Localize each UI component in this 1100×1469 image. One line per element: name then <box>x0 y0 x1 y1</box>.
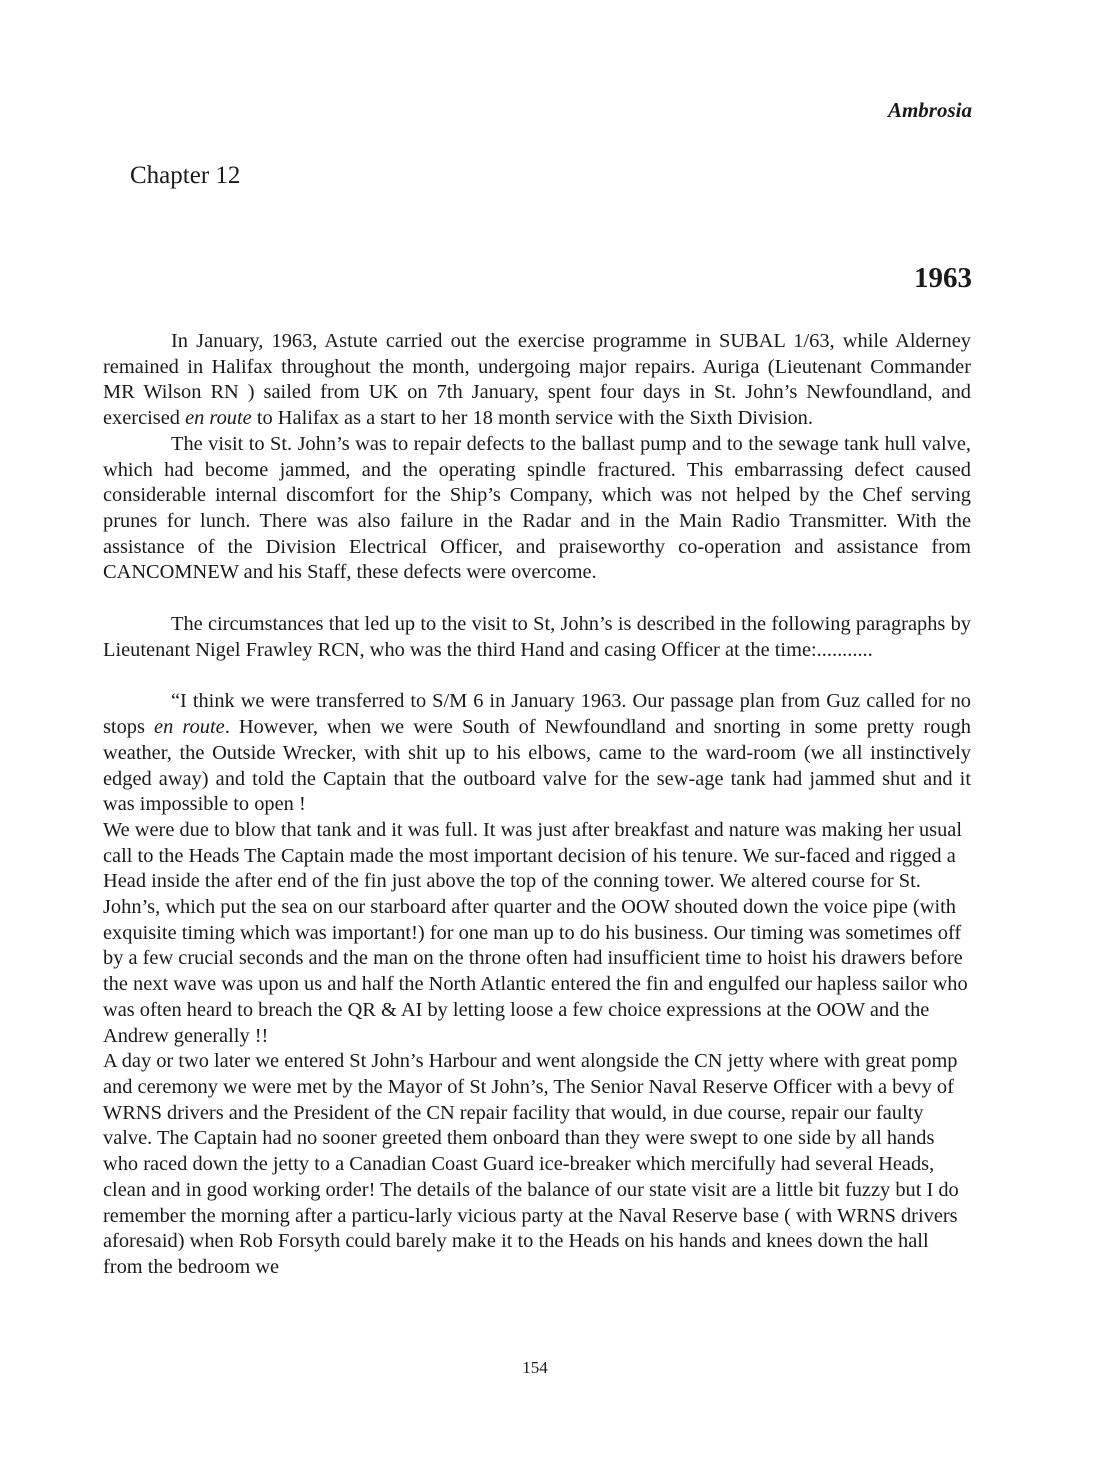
running-title: Ambrosia <box>887 98 972 122</box>
italic-phrase: en route <box>185 407 252 430</box>
body-text <box>103 329 971 1281</box>
paragraph-text: In January, 1963, Astute carried out the exercise programme in SUBAL 1/63, while Alderney remained in Halifax throughout the month, undergoing major repairs. Auriga (Lieutenant Commander MR Wilson RN ) sailed from UK on 7th January, spent four days in St. John’s Newfoundland, and exercised <box>103 330 971 430</box>
paragraph-text: . However, when we were South of Newfoundland and snorting in some pretty rough weather, the Outside Wrecker, with shit up to his elbows, came to the ward-room (we all instinctively edged away) and told the Captain that the outboard valve for the sew-age tank had jammed shut and it was impossible to open ! <box>103 716 971 816</box>
chapter-label: Chapter 12 <box>130 162 241 189</box>
paragraph <box>103 329 971 432</box>
paragraph: The circumstances that led up to the visit to St, John’s is described in the following paragraphs by Lieutenant Nigel Frawley RCN, who was the third Hand and casing Officer at the time:........... <box>103 613 971 661</box>
quoted-paragraph: We were due to blow that tank and it was full. It was just after breakfast and nature was making her usual call to the Heads The Captain made the most important decision of his tenure. We sur-faced and rigged a Head inside the after end of the fin just above the top of the conning tower. We altered course for St. John’s, which put the sea on our starboard after quarter and the OOW shouted down the voice pipe (with exquisite timing which was important!) for one man up to do his business. Our timing was sometimes off by a few crucial seconds and the man on the throne often had insufficient time to hoist his drawers before the next wave was upon us and half the North Atlantic entered the fin and engulfed our hapless sailor who was often heard to breach the QR & AI by letting loose a few choice expressions at the OOW and the Andrew generally !! <box>103 818 968 1047</box>
quoted-paragraph <box>103 689 971 818</box>
chapter-year-heading: 1963 <box>914 262 972 294</box>
quoted-paragraph: A day or two later we entered St John’s Harbour and went alongside the CN jetty where with great pomp and ceremony we were met by the Mayor of St John’s, The Senior Naval Reserve Officer with a bevy of WRNS drivers and the President of the CN repair facility that would, in due course, repair our faulty valve. The Captain had no sooner greeted them onboard than they were swept to one side by all hands who raced down the jetty to a Canadian Coast Guard ice-breaker which mercifully had several Heads, clean and in good working order! The details of the balance of our state visit are a little bit fuzzy but I do remember the morning after a particu-larly vicious party at the Naval Reserve base ( with WRNS drivers aforesaid) when Rob Forsyth could barely make it to the Heads on his hands and knees down the hall from the bedroom we <box>103 1050 959 1278</box>
paragraph-text: “I think we were transferred to S/M 6 in January 1963. Our passage plan from Guz called for no stops <box>103 690 971 739</box>
page-number: 154 <box>522 1358 548 1377</box>
italic-phrase: en route <box>154 716 225 739</box>
paragraph-text: to Halifax as a start to her 18 month service with the Sixth Division. <box>251 407 813 430</box>
paragraph: The visit to St. John’s was to repair defects to the ballast pump and to the sewage tank hull valve, which had become jammed, and the operating spindle fractured. This embarrassing defect caused considerable internal discomfort for the Ship’s Company, which was not helped by the Chef serving prunes for lunch. There was also failure in the Radar and in the Main Radio Transmitter. With the assistance of the Division Electrical Officer, and praiseworthy co-operation and assistance from CANCOMNEW and his Staff, these defects were overcome. <box>103 432 971 584</box>
